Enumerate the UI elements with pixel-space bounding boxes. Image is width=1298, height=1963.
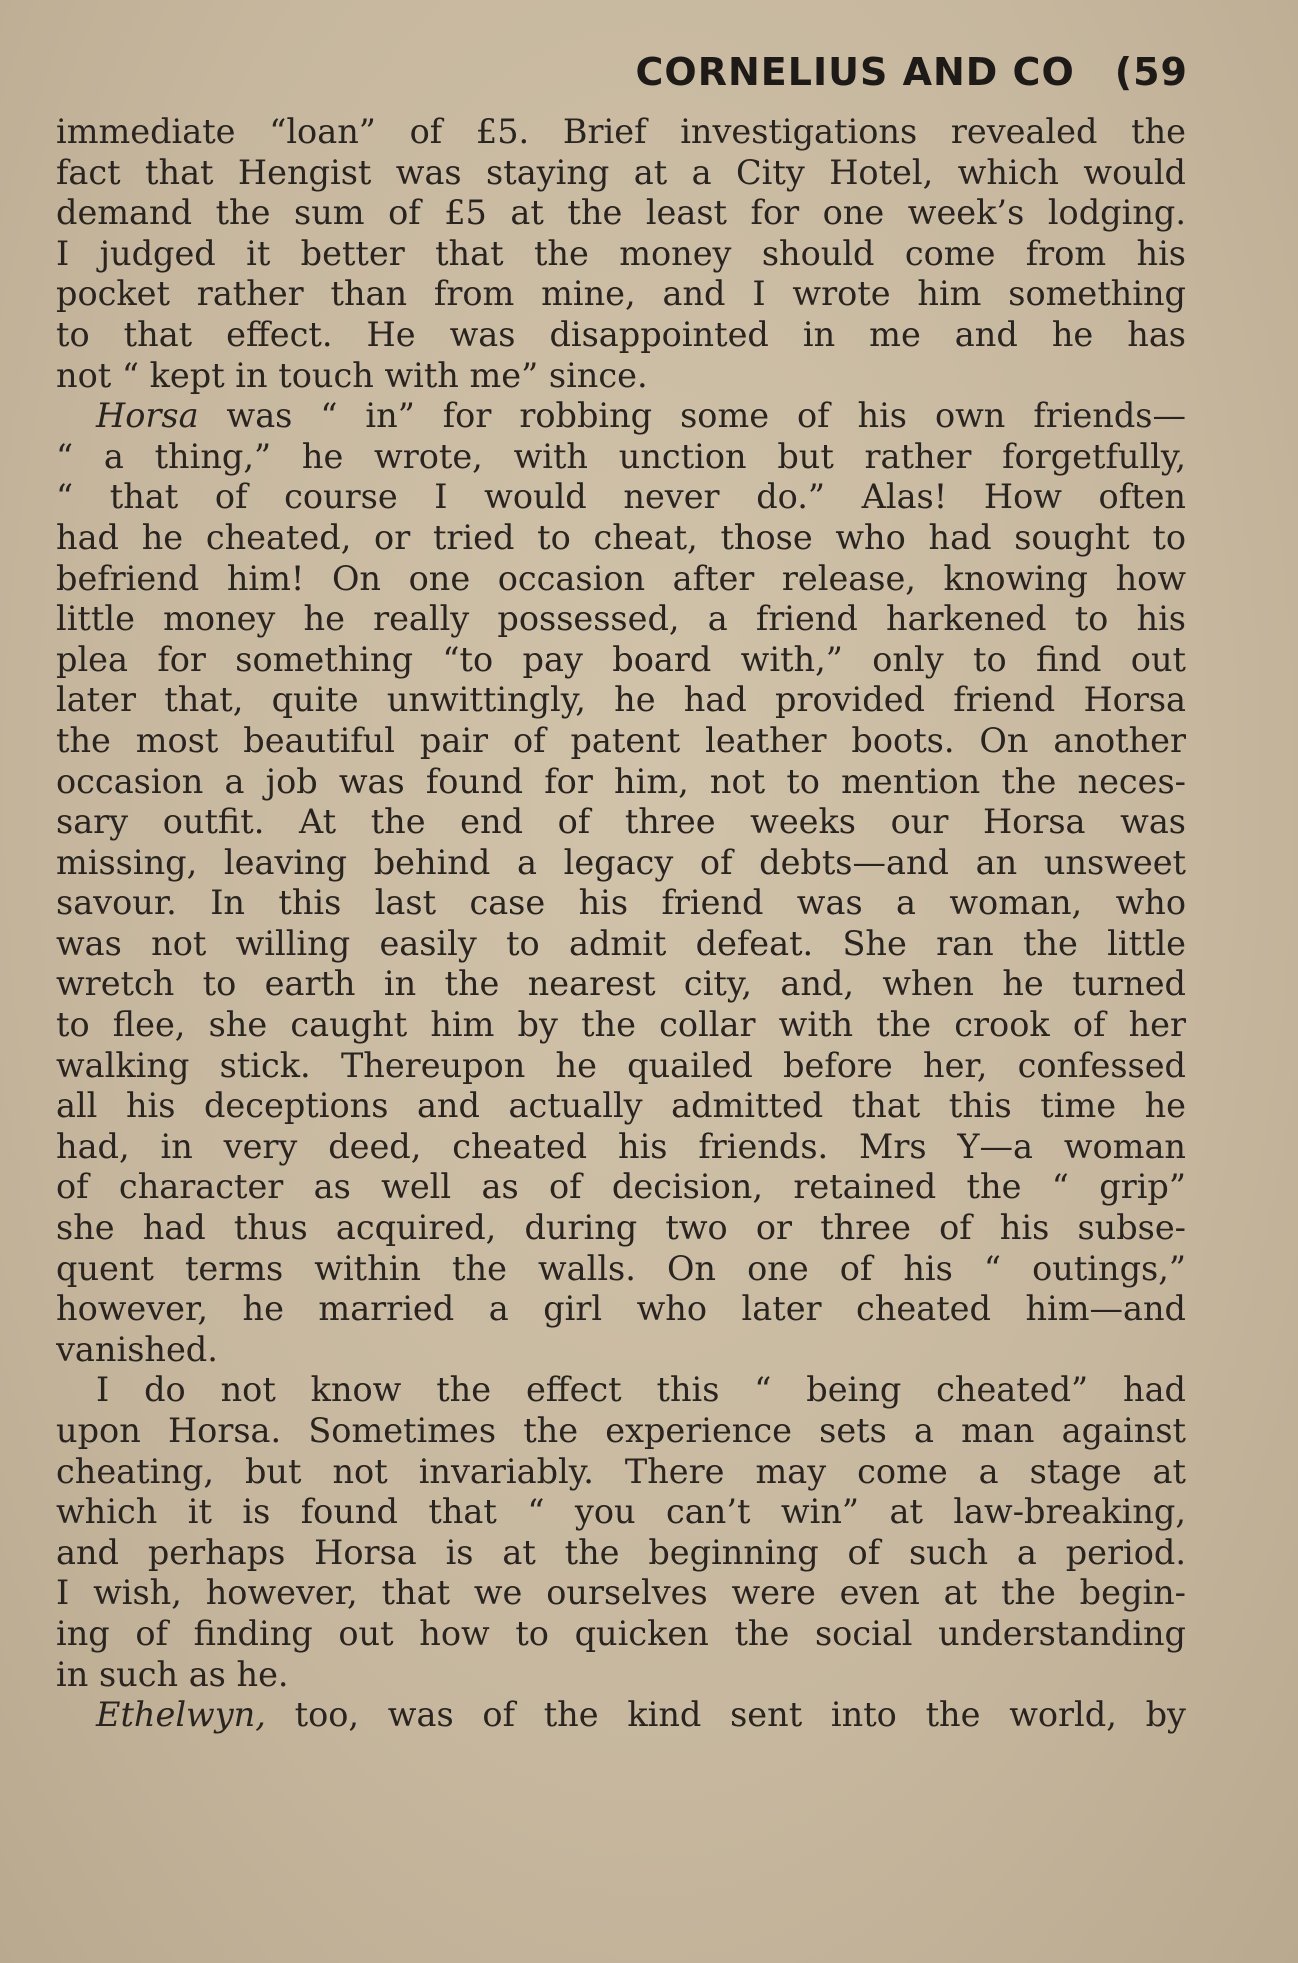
text-line: immediate “loan” of £5. Brief investigations revealed the [56, 112, 1186, 151]
text-line: later that, quite unwittingly, he had provided friend Horsa [56, 680, 1186, 720]
text-line: walking stick. Thereupon he quailed before her, confessed [56, 1045, 1186, 1085]
line-rest: too, was of the kind sent into the world, by [265, 1695, 1186, 1735]
text-line [56, 1695, 1186, 1736]
text-line: fact that Hengist was staying at a City Hotel, which would [56, 152, 1186, 192]
running-title: CORNELIUS AND CO [635, 50, 1075, 94]
text-line: and perhaps Horsa is at the beginning of such a period. [56, 1532, 1186, 1572]
text-line: I judged it better that the money should come from his [56, 233, 1186, 273]
body-text [56, 112, 1186, 1736]
text-line: ing of finding out how to quicken the social understanding [56, 1613, 1186, 1653]
text-line: missing, leaving behind a legacy of debts—and an unsweet [56, 842, 1186, 882]
text-line: all his deceptions and actually admitted that this time he [56, 1086, 1186, 1126]
text-line: was not willing easily to admit defeat. She ran the little [56, 923, 1186, 963]
text-line: quent terms within the walls. On one of his “ outings,” [56, 1248, 1186, 1288]
line-rest: was “ in” for robbing some of his own friends— [198, 396, 1186, 436]
page-number: (59 [1114, 50, 1188, 94]
text-line: to that effect. He was disappointed in me and he has [56, 314, 1186, 354]
italic-name: Ethelwyn, [96, 1695, 266, 1735]
text-line: wretch to earth in the nearest city, and, when he turned [56, 964, 1186, 1004]
text-line: “ a thing,” he wrote, with unction but rather forgetfully, [56, 436, 1186, 476]
text-line: vanished. [56, 1329, 218, 1369]
text-line: “ that of course I would never do.” Alas! How often [56, 477, 1186, 517]
text-line: in such as he. [56, 1654, 289, 1694]
text-line: I do not know the effect this “ being cheated” had [96, 1370, 1186, 1410]
text-line: sary outfit. At the end of three weeks our Horsa was [56, 802, 1186, 842]
italic-name: Horsa [96, 396, 199, 436]
running-head [636, 50, 1188, 94]
text-line: cheating, but not invariably. There may come a stage at [56, 1451, 1186, 1491]
text-line: had he cheated, or tried to cheat, those who had sought to [56, 517, 1186, 557]
text-line: pocket rather than from mine, and I wrote him something [56, 274, 1186, 314]
text-line: demand the sum of £5 at the least for one week’s lodging. [56, 193, 1186, 233]
text-line: however, he married a girl who later cheated him—and [56, 1289, 1186, 1329]
text-line: plea for something “to pay board with,” only to find out [56, 639, 1186, 679]
text-line: upon Horsa. Sometimes the experience sets a man against [56, 1411, 1186, 1450]
text-line: not “ kept in touch with me” since. [56, 355, 648, 395]
text-line: the most beautiful pair of patent leather boots. On another [56, 720, 1186, 760]
text-line: occasion a job was found for him, not to mention the neces- [56, 761, 1186, 801]
text-line: befriend him! On one occasion after release, knowing how [56, 558, 1186, 598]
text-line: savour. In this last case his friend was a woman, who [56, 883, 1186, 923]
text-line: which it is found that “ you can’t win” at law-breaking, [56, 1492, 1186, 1532]
text-line: had, in very deed, cheated his friends. Mrs Y—a woman [56, 1126, 1186, 1166]
text-line [56, 396, 1186, 437]
text-line: she had thus acquired, during two or three of his subse- [56, 1208, 1186, 1248]
text-line: little money he really possessed, a friend harkened to his [56, 599, 1186, 639]
text-line: of character as well as of decision, retained the “ grip” [56, 1167, 1186, 1207]
text-line: to flee, she caught him by the collar with the crook of her [56, 1005, 1186, 1045]
text-line: I wish, however, that we ourselves were even at the begin- [56, 1573, 1186, 1613]
